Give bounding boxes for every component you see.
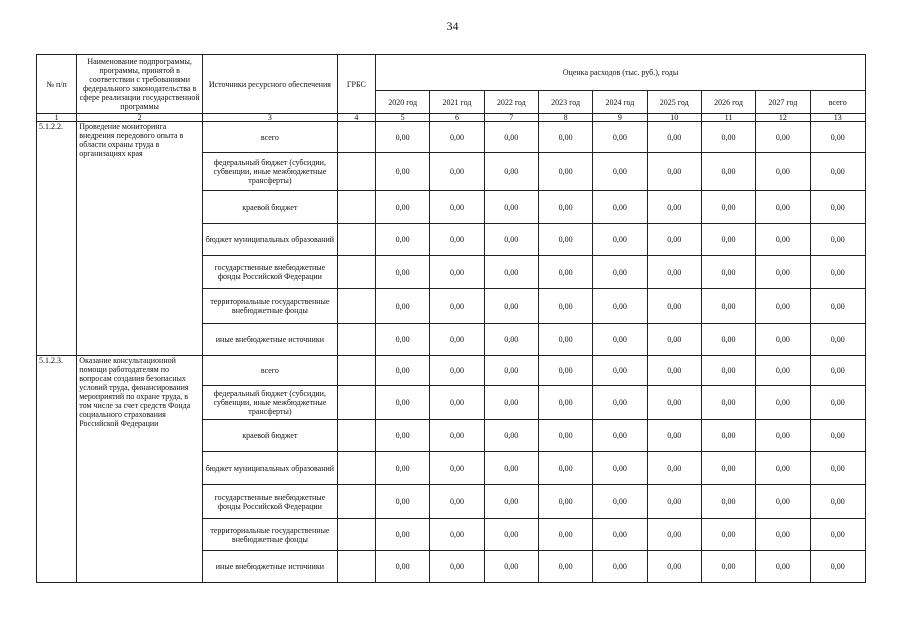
year-value: 0,00 [647, 324, 701, 356]
year-header: 2021 год [430, 91, 484, 114]
year-value: 0,00 [376, 356, 430, 386]
year-value: 0,00 [756, 452, 810, 485]
funding-source: государственные внебюджетные фонды Российской Федерации [202, 485, 337, 519]
year-value: 0,00 [538, 324, 592, 356]
year-value: 0,00 [593, 256, 647, 289]
year-value: 0,00 [593, 289, 647, 324]
funding-source: краевой бюджет [202, 191, 337, 224]
year-value: 0,00 [484, 224, 538, 256]
item-name: Оказание консультационной помощи работодателям по вопросам создания безопасных условий труда, финансирования мероприятий по охране труда, в том числе за счет средств Фонда социального страхования Российской Федерации [77, 356, 203, 583]
total-header: всего [810, 91, 866, 114]
year-value: 0,00 [430, 153, 484, 191]
year-header: 2024 год [593, 91, 647, 114]
year-value: 0,00 [756, 519, 810, 551]
year-value: 0,00 [647, 256, 701, 289]
year-value: 0,00 [756, 324, 810, 356]
year-value: 0,00 [538, 122, 592, 153]
year-value: 0,00 [376, 452, 430, 485]
grbs-cell [337, 153, 375, 191]
year-value: 0,00 [430, 356, 484, 386]
funding-source: всего [202, 122, 337, 153]
total-value: 0,00 [810, 485, 866, 519]
year-value: 0,00 [593, 224, 647, 256]
total-value: 0,00 [810, 452, 866, 485]
year-value: 0,00 [538, 191, 592, 224]
grbs-cell [337, 191, 375, 224]
year-value: 0,00 [430, 452, 484, 485]
year-value: 0,00 [484, 356, 538, 386]
budget-table [36, 54, 866, 583]
column-number: 10 [647, 114, 701, 122]
total-value: 0,00 [810, 153, 866, 191]
year-value: 0,00 [538, 153, 592, 191]
year-value: 0,00 [593, 452, 647, 485]
grbs-cell [337, 122, 375, 153]
year-value: 0,00 [538, 386, 592, 420]
funding-source: федеральный бюджет (субсидии, субвенции, иные межбюджетные трансферты) [202, 386, 337, 420]
year-value: 0,00 [430, 122, 484, 153]
total-value: 0,00 [810, 256, 866, 289]
funding-source: территориальные государственные внебюджетные фонды [202, 289, 337, 324]
column-number: 8 [538, 114, 592, 122]
total-value: 0,00 [810, 191, 866, 224]
year-value: 0,00 [756, 256, 810, 289]
grbs-cell [337, 485, 375, 519]
year-value: 0,00 [647, 452, 701, 485]
year-value: 0,00 [593, 324, 647, 356]
grbs-cell [337, 324, 375, 356]
table-row [37, 122, 866, 153]
year-value: 0,00 [593, 519, 647, 551]
year-value: 0,00 [484, 256, 538, 289]
column-number: 1 [37, 114, 77, 122]
year-value: 0,00 [376, 551, 430, 583]
year-value: 0,00 [647, 485, 701, 519]
year-value: 0,00 [593, 122, 647, 153]
total-value: 0,00 [810, 224, 866, 256]
year-value: 0,00 [376, 224, 430, 256]
total-value: 0,00 [810, 386, 866, 420]
year-value: 0,00 [647, 356, 701, 386]
grbs-cell [337, 519, 375, 551]
header-num: № п/п [37, 55, 77, 114]
column-number: 3 [202, 114, 337, 122]
year-value: 0,00 [647, 289, 701, 324]
year-value: 0,00 [376, 485, 430, 519]
year-value: 0,00 [701, 153, 755, 191]
total-value: 0,00 [810, 420, 866, 452]
header-grbs: ГРБС [337, 55, 375, 114]
year-value: 0,00 [484, 386, 538, 420]
year-value: 0,00 [376, 324, 430, 356]
column-number: 11 [701, 114, 755, 122]
year-value: 0,00 [538, 420, 592, 452]
year-value: 0,00 [376, 256, 430, 289]
column-number: 12 [756, 114, 810, 122]
year-value: 0,00 [701, 289, 755, 324]
year-value: 0,00 [593, 485, 647, 519]
year-value: 0,00 [701, 191, 755, 224]
page-number: 34 [446, 19, 459, 33]
year-value: 0,00 [376, 420, 430, 452]
year-value: 0,00 [430, 551, 484, 583]
year-value: 0,00 [430, 289, 484, 324]
funding-source: бюджет муниципальных образований [202, 452, 337, 485]
funding-source: краевой бюджет [202, 420, 337, 452]
total-value: 0,00 [810, 122, 866, 153]
year-value: 0,00 [430, 224, 484, 256]
year-value: 0,00 [647, 551, 701, 583]
year-value: 0,00 [701, 356, 755, 386]
funding-source: бюджет муниципальных образований [202, 224, 337, 256]
year-value: 0,00 [376, 122, 430, 153]
column-number: 9 [593, 114, 647, 122]
year-value: 0,00 [538, 452, 592, 485]
year-value: 0,00 [701, 420, 755, 452]
year-header: 2022 год [484, 91, 538, 114]
column-number: 5 [376, 114, 430, 122]
year-value: 0,00 [756, 356, 810, 386]
year-value: 0,00 [756, 224, 810, 256]
year-value: 0,00 [484, 324, 538, 356]
year-value: 0,00 [756, 289, 810, 324]
year-value: 0,00 [701, 256, 755, 289]
column-number: 13 [810, 114, 866, 122]
year-value: 0,00 [430, 519, 484, 551]
year-value: 0,00 [701, 485, 755, 519]
year-value: 0,00 [756, 485, 810, 519]
table-row [37, 356, 866, 386]
year-value: 0,00 [538, 256, 592, 289]
year-header: 2020 год [376, 91, 430, 114]
year-value: 0,00 [756, 420, 810, 452]
year-value: 0,00 [484, 153, 538, 191]
year-value: 0,00 [647, 191, 701, 224]
grbs-cell [337, 420, 375, 452]
year-value: 0,00 [756, 122, 810, 153]
total-value: 0,00 [810, 356, 866, 386]
year-value: 0,00 [538, 289, 592, 324]
year-value: 0,00 [484, 452, 538, 485]
year-value: 0,00 [538, 519, 592, 551]
year-value: 0,00 [484, 485, 538, 519]
column-number: 4 [337, 114, 375, 122]
year-value: 0,00 [593, 153, 647, 191]
year-value: 0,00 [430, 324, 484, 356]
grbs-cell [337, 224, 375, 256]
column-number: 7 [484, 114, 538, 122]
year-value: 0,00 [701, 324, 755, 356]
year-value: 0,00 [701, 224, 755, 256]
item-code: 5.1.2.3. [37, 356, 77, 583]
total-value: 0,00 [810, 324, 866, 356]
year-value: 0,00 [593, 551, 647, 583]
year-value: 0,00 [756, 153, 810, 191]
year-value: 0,00 [430, 191, 484, 224]
total-value: 0,00 [810, 519, 866, 551]
column-number: 2 [77, 114, 203, 122]
table-body [37, 122, 866, 583]
year-value: 0,00 [538, 224, 592, 256]
table-header [37, 55, 866, 122]
header-estimate: Оценка расходов (тыс. руб.), годы [376, 55, 866, 91]
year-value: 0,00 [430, 386, 484, 420]
year-value: 0,00 [376, 386, 430, 420]
grbs-cell [337, 386, 375, 420]
year-value: 0,00 [756, 386, 810, 420]
year-value: 0,00 [484, 122, 538, 153]
year-value: 0,00 [376, 191, 430, 224]
year-value: 0,00 [484, 289, 538, 324]
grbs-cell [337, 356, 375, 386]
item-code: 5.1.2.2. [37, 122, 77, 356]
year-header: 2027 год [756, 91, 810, 114]
year-value: 0,00 [484, 191, 538, 224]
year-value: 0,00 [647, 420, 701, 452]
year-value: 0,00 [593, 420, 647, 452]
item-name: Проведение мониторинга внедрения передового опыта в области охраны труда в организациях края [77, 122, 203, 356]
grbs-cell [337, 551, 375, 583]
funding-source: всего [202, 356, 337, 386]
funding-source: территориальные государственные внебюджетные фонды [202, 519, 337, 551]
total-value: 0,00 [810, 289, 866, 324]
grbs-cell [337, 256, 375, 289]
year-value: 0,00 [647, 519, 701, 551]
year-value: 0,00 [430, 256, 484, 289]
year-value: 0,00 [647, 122, 701, 153]
funding-source: иные внебюджетные источники [202, 551, 337, 583]
column-number: 6 [430, 114, 484, 122]
total-value: 0,00 [810, 551, 866, 583]
year-value: 0,00 [701, 452, 755, 485]
funding-source: федеральный бюджет (субсидии, субвенции, иные межбюджетные трансферты) [202, 153, 337, 191]
year-value: 0,00 [756, 191, 810, 224]
year-value: 0,00 [376, 519, 430, 551]
funding-source: иные внебюджетные источники [202, 324, 337, 356]
year-value: 0,00 [376, 289, 430, 324]
year-value: 0,00 [593, 356, 647, 386]
year-value: 0,00 [647, 386, 701, 420]
year-header: 2025 год [647, 91, 701, 114]
year-value: 0,00 [538, 356, 592, 386]
year-value: 0,00 [538, 551, 592, 583]
year-header: 2026 год [701, 91, 755, 114]
year-value: 0,00 [484, 420, 538, 452]
year-value: 0,00 [593, 386, 647, 420]
year-value: 0,00 [701, 519, 755, 551]
year-value: 0,00 [593, 191, 647, 224]
year-value: 0,00 [756, 551, 810, 583]
year-value: 0,00 [538, 485, 592, 519]
header-sources: Источники ресурсного обеспечения [202, 55, 337, 114]
funding-source: государственные внебюджетные фонды Российской Федерации [202, 256, 337, 289]
year-value: 0,00 [484, 551, 538, 583]
year-value: 0,00 [376, 153, 430, 191]
header-name: Наименование подпрограммы, программы, принятой в соответствии с требованиями федерального законодательства в сфере реализации государственной программы [77, 55, 203, 114]
year-value: 0,00 [647, 153, 701, 191]
year-value: 0,00 [484, 519, 538, 551]
year-value: 0,00 [647, 224, 701, 256]
year-value: 0,00 [430, 420, 484, 452]
year-value: 0,00 [701, 386, 755, 420]
year-value: 0,00 [701, 122, 755, 153]
grbs-cell [337, 452, 375, 485]
year-value: 0,00 [701, 551, 755, 583]
year-header: 2023 год [538, 91, 592, 114]
year-value: 0,00 [430, 485, 484, 519]
grbs-cell [337, 289, 375, 324]
